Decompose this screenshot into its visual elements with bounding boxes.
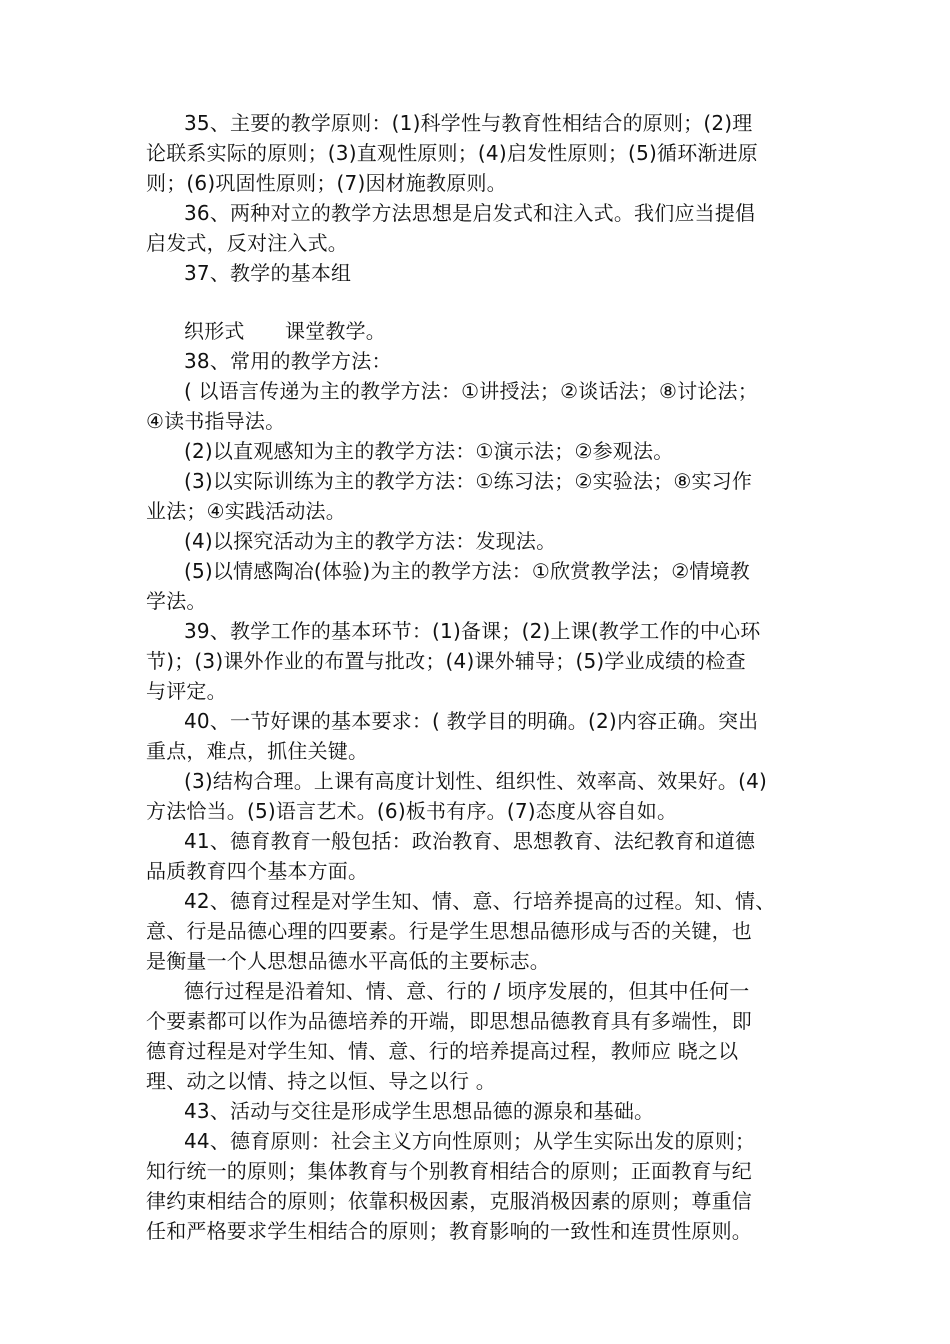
text-line: 35、主要的教学原则：(1)科学性与教育性相结合的原则；(2)理 bbox=[184, 111, 753, 135]
text-line: 律约束相结合的原则；依靠积极因素，克服消极因素的原则；尊重信 bbox=[146, 1189, 752, 1213]
text-line: 启发式，反对注入式。 bbox=[146, 231, 348, 255]
text-line: ④读书指导法。 bbox=[146, 409, 286, 433]
text-line: 42、德育过程是对学生知、情、意、行培养提高的过程。知、情、 bbox=[184, 889, 776, 913]
text-line: 43、活动与交往是形成学生思想品德的源泉和基础。 bbox=[184, 1099, 655, 1123]
text-line: 节)；(3)课外作业的布置与批改；(4)课外辅导；(5)学业成绩的检查 bbox=[146, 649, 746, 673]
text-line: 意、行是品德心理的四要素。行是学生思想品德形成与否的关键，也 bbox=[146, 919, 752, 943]
text-line: 38、常用的教学方法： bbox=[184, 349, 392, 373]
text-line: 方法恰当。(5)语言艺术。(6)板书有序。(7)态度从容自如。 bbox=[146, 799, 678, 823]
text-line: (3)结构合理。上课有高度计划性、组织性、效率高、效果好。(4) bbox=[184, 769, 768, 793]
text-line: ( 以语言传递为主的教学方法：①讲授法；②谈话法；⑧讨论法； bbox=[184, 379, 758, 403]
text-line: (4)以探究活动为主的教学方法：发现法。 bbox=[184, 529, 557, 553]
text-line: 40、一节好课的基本要求：( 教学目的明确。(2)内容正确。突出 bbox=[184, 709, 759, 733]
text-line: 品质教育四个基本方面。 bbox=[146, 859, 369, 883]
text-line: 知行统一的原则；集体教育与个别教育相结合的原则；正面教育与纪 bbox=[146, 1159, 752, 1183]
text-line: 重点，难点，抓住关键。 bbox=[146, 739, 369, 763]
document-body bbox=[146, 108, 810, 1246]
text-line: 德行过程是沿着知、情、意、行的 / 顷序发展的，但其中任何一 bbox=[184, 979, 750, 1003]
text-line: 理、动之以情、持之以恒、导之以行 。 bbox=[146, 1069, 496, 1093]
text-line: 44、德育原则：社会主义方向性原则；从学生实际出发的原则； bbox=[184, 1129, 756, 1153]
text-line: 学法。 bbox=[146, 589, 207, 613]
text-line: 论联系实际的原则；(3)直观性原则；(4)启发性原则；(5)循环渐进原 bbox=[146, 141, 758, 165]
text-line: 36、两种对立的教学方法思想是启发式和注入式。我们应当提倡 bbox=[184, 201, 756, 225]
text-line: 41、德育教育一般包括：政治教育、思想教育、法纪教育和道德 bbox=[184, 829, 756, 853]
text-line: (3)以实际训练为主的教学方法：①练习法；②实验法；⑧实习作 bbox=[184, 469, 753, 493]
text-line: 任和严格要求学生相结合的原则；教育影响的一致性和连贯性原则。 bbox=[146, 1219, 752, 1243]
text-line: (2)以直观感知为主的教学方法：①演示法；②参观法。 bbox=[184, 439, 674, 463]
spacer bbox=[146, 288, 810, 316]
text-line: 与评定。 bbox=[146, 679, 227, 703]
text-line: (5)以情感陶冶(体验)为主的教学方法：①欣赏教学法；②情境教 bbox=[184, 559, 750, 583]
text-line: 39、教学工作的基本环节：(1)备课；(2)上课(教学工作的中心环 bbox=[184, 619, 761, 643]
text-line: 则；(6)巩固性原则；(7)因材施教原则。 bbox=[146, 171, 507, 195]
text-line: 德育过程是对学生知、情、意、行的培养提高过程，教师应 晓之以 bbox=[146, 1039, 739, 1063]
text-line: 业法；④实践活动法。 bbox=[146, 499, 346, 523]
text-line: 37、教学的基本组 bbox=[184, 261, 352, 285]
text-line: 个要素都可以作为品德培养的开端，即思想品德教育具有多端性，即 bbox=[146, 1009, 752, 1033]
text-line: 是衡量一个人思想品德水平高低的主要标志。 bbox=[146, 949, 550, 973]
text-line: 织形式 课堂教学。 bbox=[184, 319, 386, 343]
